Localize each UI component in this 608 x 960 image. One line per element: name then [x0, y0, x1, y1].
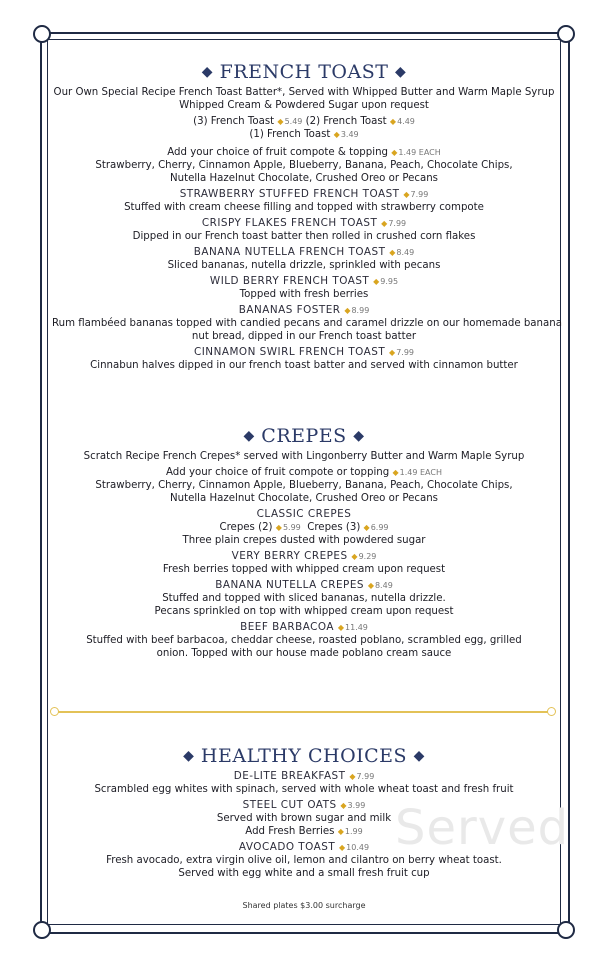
menu-item-price: ◆8.49: [367, 581, 393, 590]
menu-item-name: CINNAMON SWIRL FRENCH TOAST: [193, 346, 386, 358]
menu-item-name: CLASSIC CREPES: [256, 508, 352, 520]
menu-item-price: ◆7.99: [403, 190, 429, 199]
diamond-icon: ◆: [394, 64, 407, 80]
corner-ornament-bottom-left: [33, 921, 51, 939]
menu-item: AVOCADO TOAST ◆10.49: [238, 841, 370, 853]
menu-item-price: ◆8.99: [344, 306, 370, 315]
diamond-icon: ◆: [363, 523, 370, 532]
menu-item: [52, 550, 556, 563]
menu-item-name: WILD BERRY FRENCH TOAST: [209, 275, 370, 287]
addon-line: Add Fresh Berries ◆1.99: [245, 826, 363, 837]
menu-item: [52, 217, 556, 230]
menu-item-name: BANANA NUTELLA FRENCH TOAST: [193, 246, 386, 258]
menu-item-name: VERY BERRY CREPES: [231, 550, 348, 562]
french-toast-section: [52, 56, 562, 372]
section-title-healthy-choices: ◆ HEALTHY CHOICES ◆: [183, 745, 425, 767]
corner-ornament-top-right: [557, 25, 575, 43]
portion-options: Crepes (2) ◆5.99 Crepes (3) ◆6.99: [219, 522, 389, 533]
menu-item-price: ◆9.29: [351, 552, 377, 561]
menu-item: [52, 304, 556, 317]
menu-item: [52, 346, 556, 359]
menu-item-price: ◆9.95: [373, 277, 399, 286]
menu-item: DE-LITE BREAKFAST ◆7.99: [233, 770, 375, 782]
menu-item-description: Pecans sprinkled on top with whipped cream upon request: [154, 606, 454, 617]
section-description: Our Own Special Recipe French Toast Batter*, Served with Whipped Butter and Warm Maple Syrup: [53, 87, 555, 98]
section-title-crepes: ◆ CREPES ◆: [243, 425, 365, 447]
section-description: Scratch Recipe French Crepes* served with Lingonberry Butter and Warm Maple Syrup: [83, 451, 525, 462]
menu-item-description: Dipped in our French toast batter then rolled in crushed corn flakes: [132, 231, 476, 242]
menu-item-description: Stuffed with beef barbacoa, cheddar cheese, roasted poblano, scrambled egg, grilled: [86, 635, 522, 646]
diamond-icon: ◆: [392, 468, 399, 477]
menu-item-name: BANANAS FOSTER: [238, 304, 341, 316]
menu-item-name: CRISPY FLAKES FRENCH TOAST: [201, 217, 378, 229]
diamond-icon: ◆: [339, 843, 346, 852]
crepes-items: [52, 550, 556, 660]
menu-item: [52, 579, 556, 592]
menu-item: [52, 246, 556, 259]
menu-item-description: Stuffed and topped with sliced bananas, nutella drizzle.: [162, 593, 446, 604]
menu-item-description: Cinnabun halves dipped in our french toast batter and served with cinnamon butter: [90, 360, 518, 371]
footer-note: Shared plates $3.00 surcharge: [242, 901, 366, 910]
menu-item-description: Served with brown sugar and milk: [216, 813, 392, 824]
menu-item-description: Three plain crepes dusted with powdered sugar: [182, 535, 426, 546]
section-description: Whipped Cream & Powdered Sugar upon request: [179, 100, 429, 111]
menu-item-price: ◆7.99: [389, 348, 415, 357]
addon-line: Add your choice of fruit compote or topping ◆1.49 EACH: [166, 467, 442, 478]
diamond-icon: ◆: [201, 64, 214, 80]
crepes-section: [52, 420, 556, 660]
corner-ornament-top-left: [33, 25, 51, 43]
diamond-icon: ◆: [275, 523, 282, 532]
toppings-list: Nutella Hazelnut Chocolate, Crushed Oreo or Pecans: [170, 173, 438, 184]
diamond-icon: ◆: [333, 130, 340, 139]
section-divider: [58, 711, 548, 713]
menu-item-price: ◆11.49: [337, 623, 368, 632]
diamond-icon: ◆: [344, 306, 351, 315]
menu-item: [52, 275, 556, 288]
diamond-icon: ◆: [413, 748, 425, 764]
diamond-icon: ◆: [389, 117, 397, 126]
diamond-icon: ◆: [337, 827, 344, 836]
diamond-icon: ◆: [373, 277, 380, 286]
menu-item-price: ◆8.49: [389, 248, 415, 257]
served-watermark: Served: [395, 800, 570, 856]
menu-item-description: Rum flambéed bananas topped with candied pecans and caramel drizzle on our homemade banana: [52, 318, 562, 329]
menu-item-description: Stuffed with cream cheese filling and topped with strawberry compote: [124, 202, 484, 213]
menu-item-price: ◆7.99: [381, 219, 407, 228]
diamond-icon: ◆: [403, 190, 410, 199]
diamond-icon: ◆: [349, 772, 356, 781]
menu-item: [52, 621, 556, 634]
diamond-icon: ◆: [389, 248, 396, 257]
diamond-icon: ◆: [243, 428, 255, 444]
diamond-icon: ◆: [391, 148, 398, 157]
toppings-list: Strawberry, Cherry, Cinnamon Apple, Blueberry, Banana, Peach, Chocolate Chips,: [95, 480, 513, 491]
menu-item: [52, 188, 556, 201]
portion-options: (3) French Toast ◆5.49 (2) French Toast ◆4.49: [193, 116, 415, 127]
menu-item-name: BANANA NUTELLA CREPES: [215, 579, 364, 591]
diamond-icon: ◆: [351, 552, 358, 561]
menu-item-description: Fresh avocado, extra virgin olive oil, lemon and cilantro on berry wheat toast.: [106, 855, 502, 866]
toppings-list: Nutella Hazelnut Chocolate, Crushed Oreo or Pecans: [170, 493, 438, 504]
menu-item-description: onion. Topped with our house made poblano cream sauce: [156, 648, 452, 659]
menu-item-name: STRAWBERRY STUFFED FRENCH TOAST: [179, 188, 400, 200]
section-title-french-toast: ◆ FRENCH TOAST ◆: [201, 61, 407, 83]
menu-item-description: Scrambled egg whites with spinach, served with whole wheat toast and fresh fruit: [94, 784, 514, 795]
menu-item: STEEL CUT OATS ◆3.99: [242, 799, 366, 811]
menu-item-description: Fresh berries topped with whipped cream upon request: [162, 564, 446, 575]
healthy-choices-section: [52, 740, 556, 912]
toppings-list: Strawberry, Cherry, Cinnamon Apple, Blueberry, Banana, Peach, Chocolate Chips,: [95, 160, 513, 171]
menu-item-description: nut bread, dipped in our French toast batter: [191, 331, 417, 342]
diamond-icon: ◆: [277, 117, 284, 126]
corner-ornament-bottom-right: [557, 921, 575, 939]
french-toast-items: [52, 188, 562, 372]
diamond-icon: ◆: [381, 219, 388, 228]
diamond-icon: ◆: [353, 428, 365, 444]
menu-item-name: BEEF BARBACOA: [240, 621, 335, 633]
diamond-icon: ◆: [337, 623, 344, 632]
diamond-icon: ◆: [367, 581, 374, 590]
diamond-icon: ◆: [389, 348, 396, 357]
diamond-icon: ◆: [340, 801, 347, 810]
menu-item-description: Served with egg white and a small fresh fruit cup: [178, 868, 430, 879]
menu-item-description: Sliced bananas, nutella drizzle, sprinkled with pecans: [167, 260, 441, 271]
portion-options: (1) French Toast ◆3.49: [249, 129, 359, 140]
menu-item-description: Topped with fresh berries: [239, 289, 369, 300]
addon-line: Add your choice of fruit compote & topping ◆1.49 EACH: [167, 147, 441, 158]
diamond-icon: ◆: [183, 748, 195, 764]
